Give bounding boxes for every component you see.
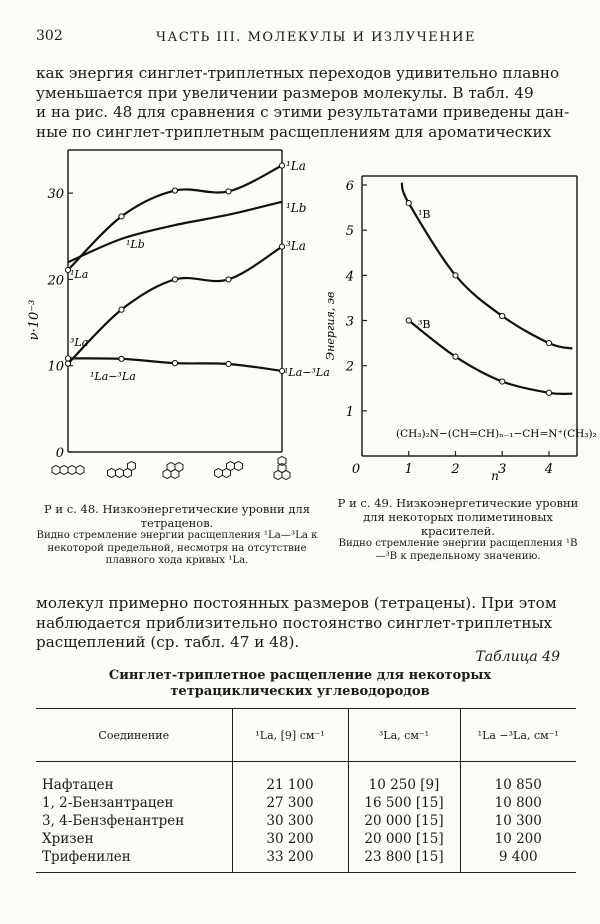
table-cell: 10 800 — [460, 794, 576, 812]
molecule-icon — [163, 462, 183, 478]
fig49-axes — [362, 176, 577, 456]
fig48-data-point — [226, 189, 231, 194]
fig48-label-La1-left: ¹La — [70, 268, 89, 281]
fig49-label-B1: ¹B — [418, 208, 431, 221]
fig48-ytick-label: 10 — [47, 359, 64, 375]
fig49-data-point — [546, 390, 551, 395]
fig48-data-point — [279, 163, 284, 168]
figure-49 — [312, 176, 597, 483]
table-row — [36, 812, 576, 830]
fig49-xtick-label: 4 — [544, 462, 554, 477]
text-line: и на рис. 48 для сравнения с этими результатами приведены дан- — [36, 103, 570, 121]
figure-48 — [27, 150, 330, 492]
table-cell: 21 100 — [232, 762, 348, 795]
table-cell: 27 300 — [232, 794, 348, 812]
fig48-data-point — [172, 277, 177, 282]
fig48-series-line — [68, 166, 282, 270]
fig48-data-point — [172, 361, 177, 366]
hexagon-ring — [128, 461, 136, 470]
table-row — [36, 762, 576, 795]
table-header-row — [36, 709, 576, 762]
fig49-caption — [336, 496, 580, 563]
table-cell: 20 000 [15] — [348, 830, 460, 848]
hexagon-ring — [68, 465, 76, 474]
fig49-label-B3: ³B — [418, 318, 431, 331]
table-cell: 3, 4-Бензфенантрен — [42, 813, 185, 829]
fig48-data-point — [65, 356, 70, 361]
hexagon-ring — [76, 465, 84, 474]
text-line: как энергия синглет-триплетных переходов удивительно плавно — [36, 64, 560, 82]
table-cell: 23 800 [15] — [348, 848, 460, 873]
hexagon-ring — [278, 456, 286, 465]
fig49-ytick-label: 1 — [345, 404, 354, 420]
fig49-data-point — [500, 313, 505, 318]
table-cell: 9 400 — [460, 848, 576, 873]
fig49-ytick-label: 5 — [345, 224, 354, 240]
fig49-ytick-label: 4 — [345, 269, 354, 285]
table-cell: 10 850 — [460, 762, 576, 795]
fig49-xtick-label: 2 — [451, 462, 460, 477]
table-cell: Хризен — [42, 831, 94, 847]
fig49-ytick-label: 6 — [345, 179, 354, 195]
fig48-label-La3-right: ³La — [286, 239, 306, 253]
hexagon-ring — [227, 461, 235, 470]
table-cell: Нафтацен — [42, 777, 114, 793]
running-title: ЧАСТЬ III. МОЛЕКУЛЫ И ИЗЛУЧЕНИЕ — [156, 30, 476, 45]
fig48-data-point — [119, 356, 124, 361]
paragraph-1 — [36, 64, 580, 142]
fig49-data-point — [500, 379, 505, 384]
table-row — [36, 794, 576, 812]
hexagon-ring — [52, 465, 60, 474]
text-line: наблюдается приблизительно постоянство синглет-триплетных — [36, 613, 553, 632]
hexagon-ring — [167, 462, 175, 471]
fig48-y-label: ν·10⁻³ — [27, 299, 42, 341]
fig48-series-line — [68, 202, 282, 262]
fig49-xtick-label: 1 — [404, 462, 413, 477]
fig48-label-La1-right: ¹La — [286, 159, 306, 173]
fig48-data-point — [226, 361, 231, 366]
fig49-data-point — [453, 354, 458, 359]
fig49-caption-note: Видно стремление энергии расщепления ¹B—³B к предельному значению. — [338, 538, 578, 562]
table-header-cell: ¹La −³La, см⁻¹ — [460, 709, 576, 762]
fig48-data-point — [119, 307, 124, 312]
fig48-label-diff-right: ¹La−³La — [284, 366, 330, 379]
fig48-data-point — [172, 188, 177, 193]
fig49-y-label: Энергия, эв — [324, 291, 337, 361]
fig48-label-Lb1-mid: ¹Lb — [126, 238, 145, 251]
table-cell: 30 200 — [232, 830, 348, 848]
fig49-xtick-label: 0 — [351, 462, 361, 477]
fig48-caption-title: Р и с. 48. Низкоэнергетические уровни для тетраценов. — [44, 502, 310, 530]
fig49-ytick-label: 2 — [345, 359, 354, 375]
fig48-label-diff-left: ¹La−³La — [90, 370, 136, 383]
text-line: расщеплений (ср. табл. 47 и 48). — [36, 633, 300, 651]
hexagon-ring — [235, 461, 243, 470]
fig48-y-ticks — [46, 187, 73, 461]
fig48-data-point — [279, 244, 284, 249]
fig49-caption-title: Р и с. 49. Низкоэнергетические уровни для некоторых полиметиновых красителей. — [337, 496, 579, 538]
table-cell: Трифенилен — [36, 848, 232, 873]
table-label: Таблица 49 — [475, 649, 560, 665]
table-title: Синглет-триплетное расщепление для некоторых тетрациклических углеводородов — [108, 668, 492, 699]
fig48-series-line — [68, 247, 282, 364]
table-cell: 10 300 — [460, 812, 576, 830]
table-cell: 10 200 — [460, 830, 576, 848]
molecule-icon — [274, 456, 290, 479]
fig48-ytick-label: 20 — [47, 273, 64, 289]
fig48-caption — [34, 502, 320, 568]
page-number: 302 — [36, 28, 63, 44]
page-header — [36, 28, 564, 48]
fig48-data-point — [119, 214, 124, 219]
table-cell: 1, 2-Бензантрацен — [42, 795, 174, 811]
hexagon-ring — [60, 465, 68, 474]
molecule-icon — [215, 461, 243, 477]
fig48-data-point — [65, 361, 70, 366]
hexagon-ring — [116, 468, 124, 477]
fig49-data-point — [453, 273, 458, 278]
table-cell: 20 000 [15] — [348, 812, 460, 830]
fig49-formula: (CH₃)₂N−(CH=CH)ₙ₋₁−CH=N⁺(CH₃)₂ — [396, 428, 597, 440]
hexagon-ring — [175, 462, 183, 471]
fig48-molecule-icons — [52, 456, 290, 479]
fig49-data-point — [406, 318, 411, 323]
table-row — [36, 848, 576, 873]
fig48-label-Lb1-right: ¹Lb — [286, 201, 307, 215]
molecule-icon — [52, 465, 84, 474]
hexagon-ring — [278, 463, 286, 472]
fig48-caption-note: Видно стремление энергии расщепления ¹La—³La к некоторой предельной, несмотря на отсутствие плавного хода кривых ¹La. — [36, 530, 318, 566]
table-row — [36, 830, 576, 848]
hexagon-ring — [108, 468, 116, 477]
fig48-ytick-label: 30 — [47, 187, 64, 203]
fig48-axes — [68, 150, 282, 452]
fig48-data-point — [226, 277, 231, 282]
fig49-ytick-label: 3 — [345, 314, 354, 330]
fig49-data-point — [546, 340, 551, 345]
fig48-curves — [65, 163, 284, 374]
paragraph-2 — [36, 594, 580, 653]
table-header-cell: Соединение — [36, 709, 232, 762]
table-cell: 30 300 — [232, 812, 348, 830]
fig49-xtick-label: 3 — [498, 462, 507, 477]
table-cell: 33 200 — [232, 848, 348, 873]
fig48-label-La3-left: ³La — [70, 336, 89, 349]
fig49-x-label: n — [491, 469, 499, 483]
table-cell: 16 500 [15] — [348, 794, 460, 812]
fig49-data-point — [406, 200, 411, 205]
molecule-icon — [108, 461, 136, 477]
text-line: молекул примерно постоянных размеров (тетрацены). При этом — [36, 594, 557, 612]
text-line: уменьшается при увеличении размеров молекулы. В табл. 49 — [36, 83, 534, 102]
hexagon-ring — [215, 468, 223, 477]
table-header-cell: ³La, см⁻¹ — [348, 709, 460, 762]
table-header-cell: ¹La, [9] см⁻¹ — [232, 709, 348, 762]
fig49-series-line — [409, 321, 573, 394]
table-cell: 10 250 [9] — [348, 762, 460, 795]
data-table — [36, 708, 576, 873]
text-line: ные по синглет-триплетным расщеплениям для ароматических — [36, 122, 552, 141]
fig48-ytick-label: 0 — [55, 446, 64, 461]
